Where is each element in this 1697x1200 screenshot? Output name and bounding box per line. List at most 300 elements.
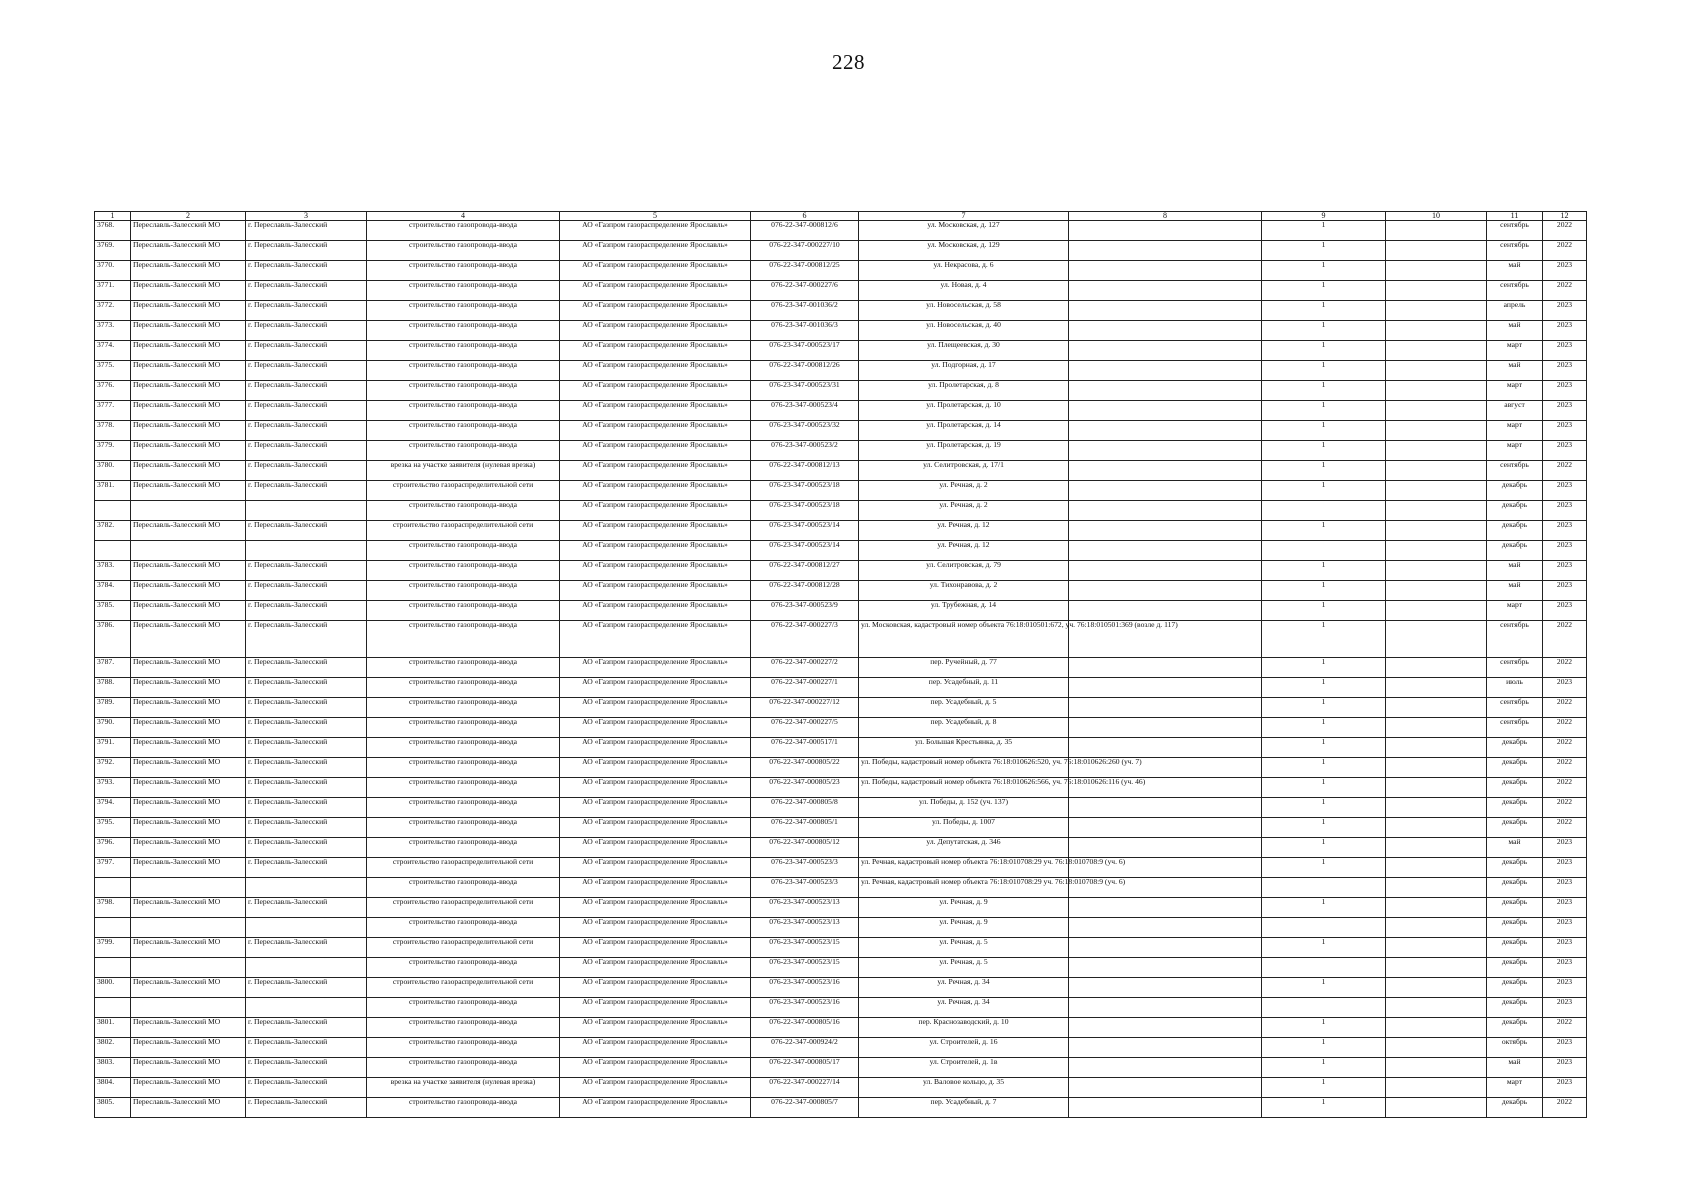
locality-cell: г. Переславль-Залесский xyxy=(246,301,367,321)
work-type-cell: строительство газораспределительной сети xyxy=(367,938,560,958)
column-9-cell xyxy=(1262,958,1386,978)
column-10-cell xyxy=(1386,381,1487,401)
row-number-cell: 3790. xyxy=(95,718,131,738)
row-number-cell: 3772. xyxy=(95,301,131,321)
month-cell: декабрь xyxy=(1487,958,1543,978)
locality-cell xyxy=(246,998,367,1018)
column-8-cell xyxy=(1069,1098,1262,1118)
locality-cell: г. Переславль-Залесский xyxy=(246,381,367,401)
column-10-cell xyxy=(1386,301,1487,321)
year-cell: 2022 xyxy=(1543,461,1587,481)
month-cell: декабрь xyxy=(1487,541,1543,561)
year-cell: 2023 xyxy=(1543,341,1587,361)
row-number-cell: 3801. xyxy=(95,1018,131,1038)
year-cell: 2022 xyxy=(1543,621,1587,658)
work-type-cell: строительство газопровода-ввода xyxy=(367,918,560,938)
locality-cell: г. Переславль-Залесский xyxy=(246,461,367,481)
organization-cell: АО «Газпром газораспределение Ярославль» xyxy=(560,301,751,321)
month-cell: сентябрь xyxy=(1487,658,1543,678)
column-8-cell xyxy=(1069,281,1262,301)
column-10-cell xyxy=(1386,938,1487,958)
column-10-cell xyxy=(1386,1098,1487,1118)
table-row xyxy=(95,1098,1587,1118)
year-cell: 2023 xyxy=(1543,1058,1587,1078)
year-cell: 2023 xyxy=(1543,441,1587,461)
address-cell: ул. Московская, д. 129 xyxy=(859,241,1069,261)
column-number: 12 xyxy=(1543,212,1587,221)
application-code-cell: 076-23-347-000523/17 xyxy=(751,341,859,361)
application-code-cell: 076-22-347-000812/26 xyxy=(751,361,859,381)
work-type-cell: строительство газопровода-ввода xyxy=(367,658,560,678)
application-code-cell: 076-22-347-000227/5 xyxy=(751,718,859,738)
column-8-cell xyxy=(1069,798,1262,818)
row-number-cell xyxy=(95,958,131,978)
organization-cell: АО «Газпром газораспределение Ярославль» xyxy=(560,561,751,581)
work-type-cell: строительство газопровода-ввода xyxy=(367,381,560,401)
organization-cell: АО «Газпром газораспределение Ярославль» xyxy=(560,461,751,481)
year-cell: 2022 xyxy=(1543,778,1587,798)
year-cell: 2023 xyxy=(1543,381,1587,401)
address-cell: ул. Победы, кадастровый номер объекта 76:18:010626:566, уч. 76:18:010626:116 (уч. 46) xyxy=(859,778,1069,798)
locality-cell: г. Переславль-Залесский xyxy=(246,978,367,998)
year-cell: 2023 xyxy=(1543,521,1587,541)
municipality-cell xyxy=(131,918,246,938)
application-code-cell: 076-23-347-000523/14 xyxy=(751,541,859,561)
organization-cell: АО «Газпром газораспределение Ярославль» xyxy=(560,481,751,501)
work-type-cell: строительство газопровода-ввода xyxy=(367,601,560,621)
column-10-cell xyxy=(1386,401,1487,421)
column-8-cell xyxy=(1069,241,1262,261)
table-row xyxy=(95,938,1587,958)
month-cell: декабрь xyxy=(1487,858,1543,878)
column-9-cell: 1 xyxy=(1262,1078,1386,1098)
month-cell: сентябрь xyxy=(1487,698,1543,718)
row-number-cell xyxy=(95,501,131,521)
column-8-cell xyxy=(1069,898,1262,918)
municipality-cell: Переславль-Залесский МО xyxy=(131,441,246,461)
row-number-cell: 3803. xyxy=(95,1058,131,1078)
municipality-cell: Переславль-Залесский МО xyxy=(131,678,246,698)
month-cell: май xyxy=(1487,361,1543,381)
address-cell: ул. Победы, д. 1007 xyxy=(859,818,1069,838)
column-number: 4 xyxy=(367,212,560,221)
year-cell: 2023 xyxy=(1543,301,1587,321)
column-10-cell xyxy=(1386,581,1487,601)
work-type-cell: строительство газопровода-ввода xyxy=(367,261,560,281)
municipality-cell: Переславль-Залесский МО xyxy=(131,421,246,441)
row-number-cell: 3783. xyxy=(95,561,131,581)
table-row xyxy=(95,978,1587,998)
table-row xyxy=(95,738,1587,758)
organization-cell: АО «Газпром газораспределение Ярославль» xyxy=(560,858,751,878)
table-row xyxy=(95,678,1587,698)
table-row xyxy=(95,758,1587,778)
table-row xyxy=(95,958,1587,978)
locality-cell: г. Переславль-Залесский xyxy=(246,281,367,301)
column-8-cell xyxy=(1069,361,1262,381)
work-type-cell: строительство газопровода-ввода xyxy=(367,1018,560,1038)
address-cell: ул. Большая Крестьянка, д. 35 xyxy=(859,738,1069,758)
column-10-cell xyxy=(1386,1038,1487,1058)
organization-cell: АО «Газпром газораспределение Ярославль» xyxy=(560,758,751,778)
organization-cell: АО «Газпром газораспределение Ярославль» xyxy=(560,541,751,561)
month-cell: март xyxy=(1487,381,1543,401)
application-code-cell: 076-22-347-000805/17 xyxy=(751,1058,859,1078)
year-cell: 2022 xyxy=(1543,1018,1587,1038)
organization-cell: АО «Газпром газораспределение Ярославль» xyxy=(560,778,751,798)
column-9-cell: 1 xyxy=(1262,678,1386,698)
municipality-cell: Переславль-Залесский МО xyxy=(131,798,246,818)
address-cell: ул. Речная, д. 12 xyxy=(859,541,1069,561)
column-9-cell xyxy=(1262,918,1386,938)
column-10-cell xyxy=(1386,978,1487,998)
locality-cell xyxy=(246,878,367,898)
table-row xyxy=(95,361,1587,381)
locality-cell: г. Переславль-Залесский xyxy=(246,838,367,858)
column-10-cell xyxy=(1386,858,1487,878)
column-9-cell: 1 xyxy=(1262,938,1386,958)
column-8-cell xyxy=(1069,601,1262,621)
organization-cell: АО «Газпром газораспределение Ярославль» xyxy=(560,998,751,1018)
address-cell: ул. Речная, кадастровый номер объекта 76:18:010708:29 уч. 76:18:010708:9 (уч. 6) xyxy=(859,858,1069,878)
address-cell: ул. Речная, д. 34 xyxy=(859,978,1069,998)
municipality-cell xyxy=(131,541,246,561)
column-9-cell xyxy=(1262,878,1386,898)
month-cell: декабрь xyxy=(1487,738,1543,758)
locality-cell: г. Переславль-Залесский xyxy=(246,818,367,838)
column-10-cell xyxy=(1386,698,1487,718)
application-code-cell: 076-22-347-000812/13 xyxy=(751,461,859,481)
column-10-cell xyxy=(1386,1078,1487,1098)
locality-cell xyxy=(246,541,367,561)
column-number: 10 xyxy=(1386,212,1487,221)
locality-cell: г. Переславль-Залесский xyxy=(246,1078,367,1098)
month-cell: декабрь xyxy=(1487,938,1543,958)
year-cell: 2023 xyxy=(1543,321,1587,341)
organization-cell: АО «Газпром газораспределение Ярославль» xyxy=(560,581,751,601)
row-number-cell: 3789. xyxy=(95,698,131,718)
month-cell: июль xyxy=(1487,678,1543,698)
work-type-cell: строительство газопровода-ввода xyxy=(367,698,560,718)
address-cell: ул. Новосельская, д. 58 xyxy=(859,301,1069,321)
year-cell: 2023 xyxy=(1543,481,1587,501)
column-9-cell: 1 xyxy=(1262,858,1386,878)
column-9-cell: 1 xyxy=(1262,421,1386,441)
row-number-cell: 3770. xyxy=(95,261,131,281)
column-8-cell xyxy=(1069,818,1262,838)
column-8-cell xyxy=(1069,441,1262,461)
year-cell: 2023 xyxy=(1543,898,1587,918)
row-number-cell: 3769. xyxy=(95,241,131,261)
locality-cell xyxy=(246,918,367,938)
column-9-cell: 1 xyxy=(1262,561,1386,581)
application-code-cell: 076-22-347-000227/2 xyxy=(751,658,859,678)
row-number-cell: 3798. xyxy=(95,898,131,918)
work-type-cell: строительство газопровода-ввода xyxy=(367,958,560,978)
municipality-cell: Переславль-Залесский МО xyxy=(131,621,246,658)
month-cell: сентябрь xyxy=(1487,461,1543,481)
page-number: 228 xyxy=(832,50,865,74)
address-cell: ул. Речная, д. 12 xyxy=(859,521,1069,541)
row-number-cell: 3788. xyxy=(95,678,131,698)
column-10-cell xyxy=(1386,878,1487,898)
locality-cell: г. Переславль-Залесский xyxy=(246,898,367,918)
column-10-cell xyxy=(1386,998,1487,1018)
table-row xyxy=(95,838,1587,858)
column-10-cell xyxy=(1386,958,1487,978)
locality-cell: г. Переславль-Залесский xyxy=(246,321,367,341)
column-8-cell xyxy=(1069,221,1262,241)
row-number-cell: 3778. xyxy=(95,421,131,441)
month-cell: декабрь xyxy=(1487,918,1543,938)
column-8-cell xyxy=(1069,998,1262,1018)
column-8-cell xyxy=(1069,938,1262,958)
municipality-cell: Переславль-Залесский МО xyxy=(131,1018,246,1038)
column-8-cell xyxy=(1069,718,1262,738)
address-cell: ул. Селитровская, д. 79 xyxy=(859,561,1069,581)
row-number-cell xyxy=(95,998,131,1018)
work-type-cell: строительство газопровода-ввода xyxy=(367,561,560,581)
table-row xyxy=(95,718,1587,738)
year-cell: 2023 xyxy=(1543,1038,1587,1058)
column-8-cell xyxy=(1069,481,1262,501)
month-cell: декабрь xyxy=(1487,978,1543,998)
organization-cell: АО «Газпром газораспределение Ярославль» xyxy=(560,501,751,521)
locality-cell xyxy=(246,501,367,521)
row-number-cell: 3777. xyxy=(95,401,131,421)
locality-cell: г. Переславль-Залесский xyxy=(246,241,367,261)
application-code-cell: 076-23-347-001036/2 xyxy=(751,301,859,321)
year-cell: 2022 xyxy=(1543,281,1587,301)
municipality-cell: Переславль-Залесский МО xyxy=(131,818,246,838)
column-8-cell xyxy=(1069,958,1262,978)
table-row xyxy=(95,698,1587,718)
application-code-cell: 076-22-347-000805/8 xyxy=(751,798,859,818)
month-cell: декабрь xyxy=(1487,481,1543,501)
column-8-cell xyxy=(1069,521,1262,541)
month-cell: март xyxy=(1487,421,1543,441)
column-9-cell: 1 xyxy=(1262,838,1386,858)
column-9-cell: 1 xyxy=(1262,978,1386,998)
municipality-cell: Переславль-Залесский МО xyxy=(131,281,246,301)
municipality-cell: Переславль-Залесский МО xyxy=(131,718,246,738)
work-type-cell: строительство газопровода-ввода xyxy=(367,501,560,521)
organization-cell: АО «Газпром газораспределение Ярославль» xyxy=(560,261,751,281)
row-number-cell: 3786. xyxy=(95,621,131,658)
application-code-cell: 076-23-347-000523/16 xyxy=(751,978,859,998)
address-cell: ул. Подгорная, д. 17 xyxy=(859,361,1069,381)
table-row xyxy=(95,261,1587,281)
year-cell: 2023 xyxy=(1543,601,1587,621)
column-10-cell xyxy=(1386,461,1487,481)
municipality-cell: Переславль-Залесский МО xyxy=(131,1098,246,1118)
organization-cell: АО «Газпром газораспределение Ярославль» xyxy=(560,521,751,541)
address-cell: пер. Усадебный, д. 7 xyxy=(859,1098,1069,1118)
column-10-cell xyxy=(1386,361,1487,381)
year-cell: 2022 xyxy=(1543,1098,1587,1118)
locality-cell: г. Переславль-Залесский xyxy=(246,221,367,241)
address-cell: ул. Речная, д. 2 xyxy=(859,501,1069,521)
month-cell: декабрь xyxy=(1487,1018,1543,1038)
municipality-cell xyxy=(131,998,246,1018)
column-10-cell xyxy=(1386,241,1487,261)
address-cell: ул. Пролетарская, д. 10 xyxy=(859,401,1069,421)
column-8-cell xyxy=(1069,1078,1262,1098)
table-row xyxy=(95,878,1587,898)
year-cell: 2022 xyxy=(1543,818,1587,838)
column-9-cell: 1 xyxy=(1262,401,1386,421)
row-number-cell: 3794. xyxy=(95,798,131,818)
work-type-cell: строительство газораспределительной сети xyxy=(367,978,560,998)
table-row xyxy=(95,381,1587,401)
month-cell: апрель xyxy=(1487,301,1543,321)
municipality-cell: Переславль-Залесский МО xyxy=(131,778,246,798)
address-cell: ул. Победы, д. 152 (уч. 137) xyxy=(859,798,1069,818)
municipality-cell: Переславль-Залесский МО xyxy=(131,838,246,858)
row-number-cell xyxy=(95,541,131,561)
year-cell: 2023 xyxy=(1543,998,1587,1018)
year-cell: 2023 xyxy=(1543,858,1587,878)
application-code-cell: 076-22-347-000805/1 xyxy=(751,818,859,838)
municipality-cell: Переславль-Залесский МО xyxy=(131,261,246,281)
column-10-cell xyxy=(1386,501,1487,521)
column-number: 9 xyxy=(1262,212,1386,221)
month-cell: август xyxy=(1487,401,1543,421)
column-10-cell xyxy=(1386,341,1487,361)
month-cell: сентябрь xyxy=(1487,621,1543,658)
month-cell: сентябрь xyxy=(1487,221,1543,241)
application-code-cell: 076-23-347-000523/13 xyxy=(751,918,859,938)
column-number: 6 xyxy=(751,212,859,221)
municipality-cell: Переславль-Залесский МО xyxy=(131,301,246,321)
column-9-cell: 1 xyxy=(1262,898,1386,918)
month-cell: май xyxy=(1487,321,1543,341)
address-cell: ул. Валовое кольцо, д. 35 xyxy=(859,1078,1069,1098)
row-number-cell: 3795. xyxy=(95,818,131,838)
locality-cell: г. Переславль-Залесский xyxy=(246,621,367,658)
column-8-cell xyxy=(1069,1018,1262,1038)
row-number-cell: 3800. xyxy=(95,978,131,998)
table-row xyxy=(95,301,1587,321)
organization-cell: АО «Газпром газораспределение Ярославль» xyxy=(560,621,751,658)
table-row xyxy=(95,1038,1587,1058)
row-number-cell: 3792. xyxy=(95,758,131,778)
address-cell: ул. Селитровская, д. 17/1 xyxy=(859,461,1069,481)
organization-cell: АО «Газпром газораспределение Ярославль» xyxy=(560,738,751,758)
month-cell: май xyxy=(1487,1058,1543,1078)
organization-cell: АО «Газпром газораспределение Ярославль» xyxy=(560,918,751,938)
year-cell: 2022 xyxy=(1543,798,1587,818)
address-cell: ул. Пролетарская, д. 14 xyxy=(859,421,1069,441)
year-cell: 2022 xyxy=(1543,221,1587,241)
work-type-cell: строительство газопровода-ввода xyxy=(367,878,560,898)
column-number: 5 xyxy=(560,212,751,221)
row-number-cell: 3768. xyxy=(95,221,131,241)
month-cell: сентябрь xyxy=(1487,281,1543,301)
column-10-cell xyxy=(1386,738,1487,758)
table-row xyxy=(95,561,1587,581)
address-cell: ул. Строителей, д. 1в xyxy=(859,1058,1069,1078)
application-code-cell: 076-23-347-000523/16 xyxy=(751,998,859,1018)
organization-cell: АО «Газпром газораспределение Ярославль» xyxy=(560,341,751,361)
locality-cell: г. Переславль-Залесский xyxy=(246,561,367,581)
column-8-cell xyxy=(1069,581,1262,601)
application-code-cell: 076-22-347-000805/7 xyxy=(751,1098,859,1118)
application-code-cell: 076-23-347-000523/31 xyxy=(751,381,859,401)
column-10-cell xyxy=(1386,818,1487,838)
organization-cell: АО «Газпром газораспределение Ярославль» xyxy=(560,221,751,241)
column-number: 11 xyxy=(1487,212,1543,221)
locality-cell: г. Переславль-Залесский xyxy=(246,1098,367,1118)
row-number-cell: 3784. xyxy=(95,581,131,601)
work-type-cell: строительство газопровода-ввода xyxy=(367,241,560,261)
column-8-cell xyxy=(1069,401,1262,421)
locality-cell: г. Переславль-Залесский xyxy=(246,521,367,541)
locality-cell: г. Переславль-Залесский xyxy=(246,361,367,381)
month-cell: декабрь xyxy=(1487,818,1543,838)
column-9-cell: 1 xyxy=(1262,241,1386,261)
year-cell: 2023 xyxy=(1543,678,1587,698)
table-row xyxy=(95,998,1587,1018)
work-type-cell: строительство газопровода-ввода xyxy=(367,1058,560,1078)
column-9-cell xyxy=(1262,541,1386,561)
row-number-cell: 3787. xyxy=(95,658,131,678)
column-9-cell: 1 xyxy=(1262,621,1386,658)
address-cell: ул. Речная, д. 5 xyxy=(859,938,1069,958)
municipality-cell: Переславль-Залесский МО xyxy=(131,581,246,601)
work-type-cell: строительство газопровода-ввода xyxy=(367,361,560,381)
row-number-cell: 3802. xyxy=(95,1038,131,1058)
column-8-cell xyxy=(1069,678,1262,698)
year-cell: 2023 xyxy=(1543,958,1587,978)
column-10-cell xyxy=(1386,481,1487,501)
municipality-cell: Переславль-Залесский МО xyxy=(131,221,246,241)
locality-cell: г. Переславль-Залесский xyxy=(246,1018,367,1038)
column-number: 3 xyxy=(246,212,367,221)
column-9-cell: 1 xyxy=(1262,601,1386,621)
column-8-cell xyxy=(1069,1038,1262,1058)
row-number-cell: 3796. xyxy=(95,838,131,858)
application-code-cell: 076-22-347-000227/14 xyxy=(751,1078,859,1098)
column-10-cell xyxy=(1386,421,1487,441)
work-type-cell: строительство газопровода-ввода xyxy=(367,301,560,321)
municipality-cell: Переславль-Залесский МО xyxy=(131,698,246,718)
column-9-cell: 1 xyxy=(1262,798,1386,818)
column-9-cell: 1 xyxy=(1262,1038,1386,1058)
column-10-cell xyxy=(1386,1058,1487,1078)
application-code-cell: 076-23-347-001036/3 xyxy=(751,321,859,341)
row-number-cell xyxy=(95,878,131,898)
column-8-cell xyxy=(1069,341,1262,361)
address-cell: пер. Ручейный, д. 77 xyxy=(859,658,1069,678)
work-type-cell: врезка на участке заявителя (нулевая врезка) xyxy=(367,461,560,481)
application-code-cell: 076-22-347-000227/3 xyxy=(751,621,859,658)
column-10-cell xyxy=(1386,718,1487,738)
row-number-cell: 3793. xyxy=(95,778,131,798)
locality-cell: г. Переславль-Залесский xyxy=(246,441,367,461)
organization-cell: АО «Газпром газораспределение Ярославль» xyxy=(560,241,751,261)
month-cell: декабрь xyxy=(1487,501,1543,521)
column-number: 7 xyxy=(859,212,1069,221)
year-cell: 2023 xyxy=(1543,938,1587,958)
year-cell: 2022 xyxy=(1543,658,1587,678)
year-cell: 2023 xyxy=(1543,261,1587,281)
month-cell: декабрь xyxy=(1487,878,1543,898)
municipality-cell: Переславль-Залесский МО xyxy=(131,481,246,501)
table-row xyxy=(95,581,1587,601)
work-type-cell: строительство газопровода-ввода xyxy=(367,541,560,561)
column-9-cell xyxy=(1262,501,1386,521)
